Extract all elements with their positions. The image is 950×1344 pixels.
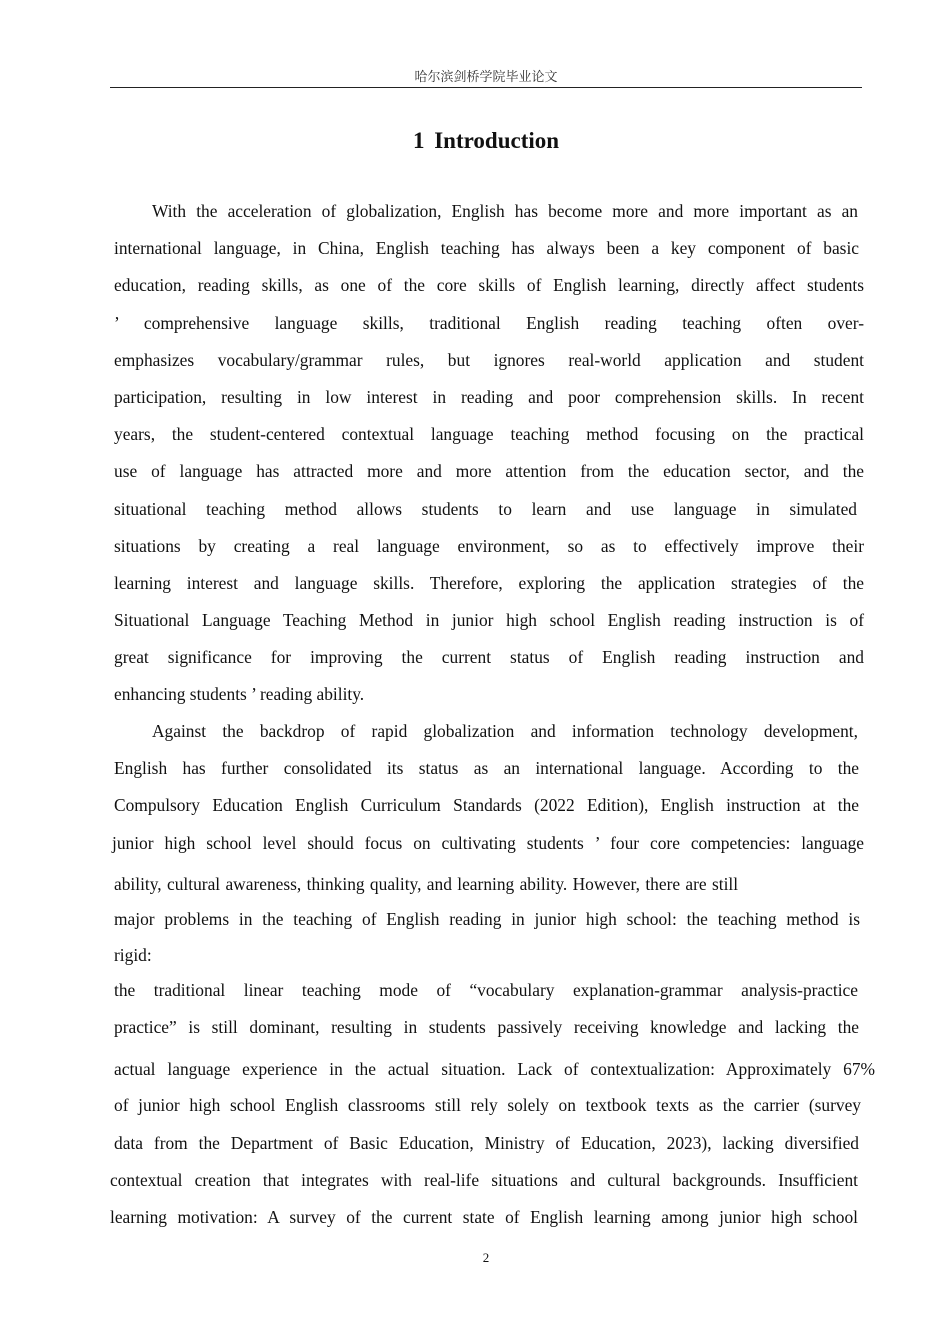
- page-number: 2: [482, 1250, 490, 1265]
- body-line: the traditional linear teaching mode of “vocabulary explanation-grammar analysis-practice: [114, 980, 858, 1000]
- body-line: international language, in China, English teaching has always been a key component of basic: [114, 238, 859, 258]
- body-line: great significance for improving the current status of English reading instruction and: [114, 647, 864, 667]
- body-line: use of language has attracted more and more attention from the education sector, and the: [114, 461, 864, 481]
- body-line: learning interest and language skills. Therefore, exploring the application strategies of the: [114, 573, 864, 593]
- body-line: junior high school level should focus on cultivating students ’ four core competencies: language: [112, 833, 864, 853]
- body-line: education, reading skills, as one of the core skills of English learning, directly affect students: [114, 275, 864, 295]
- section-heading: 1 Introduction: [412, 128, 560, 153]
- body-line: situations by creating a real language environment, so as to effectively improve their: [114, 536, 864, 556]
- body-line: ’ comprehensive language skills, traditional English reading teaching often over-: [114, 313, 864, 333]
- body-line: Situational Language Teaching Method in junior high school English reading instruction is of: [114, 610, 864, 630]
- header-divider: [110, 87, 862, 88]
- body-line: actual language experience in the actual situation. Lack of contextualization: Approximately 67%: [114, 1059, 875, 1079]
- body-line: rigid:: [114, 945, 152, 965]
- body-line: of junior high school English classrooms still rely solely on textbook texts as the carrier (survey: [114, 1095, 861, 1115]
- body-line: data from the Department of Basic Education, Ministry of Education, 2023), lacking diversified: [114, 1133, 859, 1153]
- body-line: enhancing students ’ reading ability.: [114, 684, 365, 704]
- body-line: Compulsory Education English Curriculum Standards (2022 Edition), English instruction at the: [114, 795, 859, 815]
- body-line: contextual creation that integrates with real-life situations and cultural backgrounds. Insufficient: [110, 1170, 858, 1190]
- running-header: 哈尔滨剑桥学院毕业论文: [414, 69, 558, 84]
- body-line: major problems in the teaching of English reading in junior high school: the teaching method is: [114, 909, 860, 929]
- body-line: situational teaching method allows students to learn and use language in simulated: [114, 499, 857, 519]
- body-line: learning motivation: A survey of the current state of English learning among junior high school: [110, 1207, 858, 1227]
- body-line: Against the backdrop of rapid globalization and information technology development,: [152, 721, 858, 741]
- body-line: participation, resulting in low interest in reading and poor comprehension skills. In recent: [114, 387, 864, 407]
- body-line: With the acceleration of globalization, English has become more and more important as an: [152, 201, 858, 221]
- body-line: ability, cultural awareness, thinking quality, and learning ability. However, there are still: [114, 874, 739, 894]
- body-line: English has further consolidated its status as an international language. According to the: [114, 758, 859, 778]
- body-line: emphasizes vocabulary/grammar rules, but ignores real-world application and student: [114, 350, 864, 370]
- body-line: practice” is still dominant, resulting in students passively receiving knowledge and lacking the: [114, 1017, 859, 1037]
- body-line: years, the student-centered contextual language teaching method focusing on the practical: [114, 424, 864, 444]
